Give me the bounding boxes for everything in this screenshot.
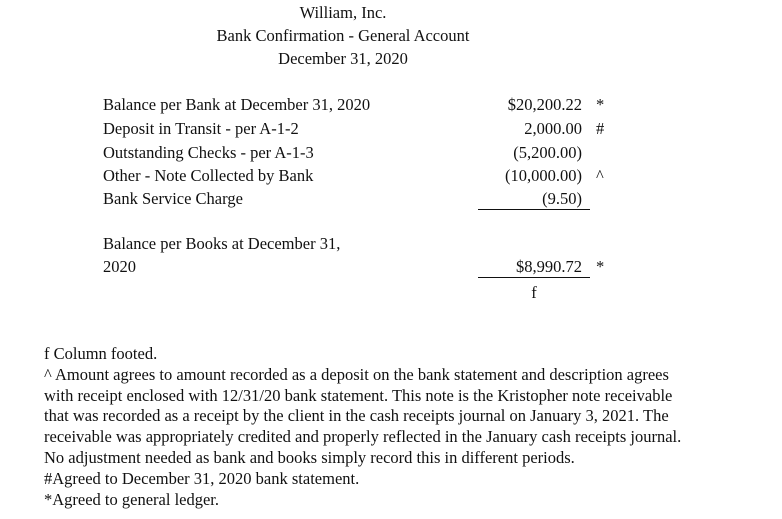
subtotal-rule — [478, 209, 590, 210]
total-amount: $8,990.72 — [516, 257, 582, 276]
row-amount: (9.50) — [542, 189, 582, 208]
note-line: receivable was appropriately credited and properly reflected in the January cash receipts journal. — [44, 427, 682, 447]
document-title: Bank Confirmation - General Account — [216, 26, 470, 45]
note-line: ^ Amount agrees to amount recorded as a deposit on the bank statement and description agrees — [44, 364, 669, 384]
note-line: that was recorded as a receipt by the client in the cash receipts journal on January 3, 2021. The — [44, 406, 669, 426]
row-label: Deposit in Transit - per A-1-2 — [103, 119, 299, 138]
row-label: Outstanding Checks - per A-1-3 — [103, 143, 314, 162]
footing-mark: f — [531, 283, 537, 302]
row-amount: $20,200.22 — [507, 95, 582, 114]
note-line: *Agreed to general ledger. — [44, 489, 220, 509]
row-label: Bank Service Charge — [103, 189, 243, 208]
tick-mark: # — [596, 119, 605, 138]
total-label-line1: Balance per Books at December 31, — [103, 234, 341, 253]
row-amount: 2,000.00 — [524, 119, 582, 138]
note-line: No adjustment needed as bank and books simply record this in different periods. — [44, 447, 575, 467]
row-amount: (5,200.00) — [513, 143, 582, 162]
row-label: Balance per Bank at December 31, 2020 — [103, 95, 371, 114]
tickmark-legend — [44, 344, 774, 510]
company-name: William, Inc. — [299, 3, 387, 22]
tick-mark: * — [596, 257, 605, 276]
tick-mark: ^ — [596, 166, 604, 185]
note-line: f Column footed. — [44, 344, 158, 363]
row-amount: (10,000.00) — [505, 166, 582, 185]
note-line: #Agreed to December 31, 2020 bank statement. — [44, 468, 360, 488]
tick-mark: * — [596, 95, 605, 114]
total-label-line2: 2020 — [103, 257, 136, 276]
total-rule — [478, 277, 590, 278]
document-date: December 31, 2020 — [278, 49, 408, 68]
note-line: with receipt enclosed with 12/31/20 bank statement. This note is the Kristopher note receivable — [44, 385, 673, 405]
row-label: Other - Note Collected by Bank — [103, 166, 314, 185]
